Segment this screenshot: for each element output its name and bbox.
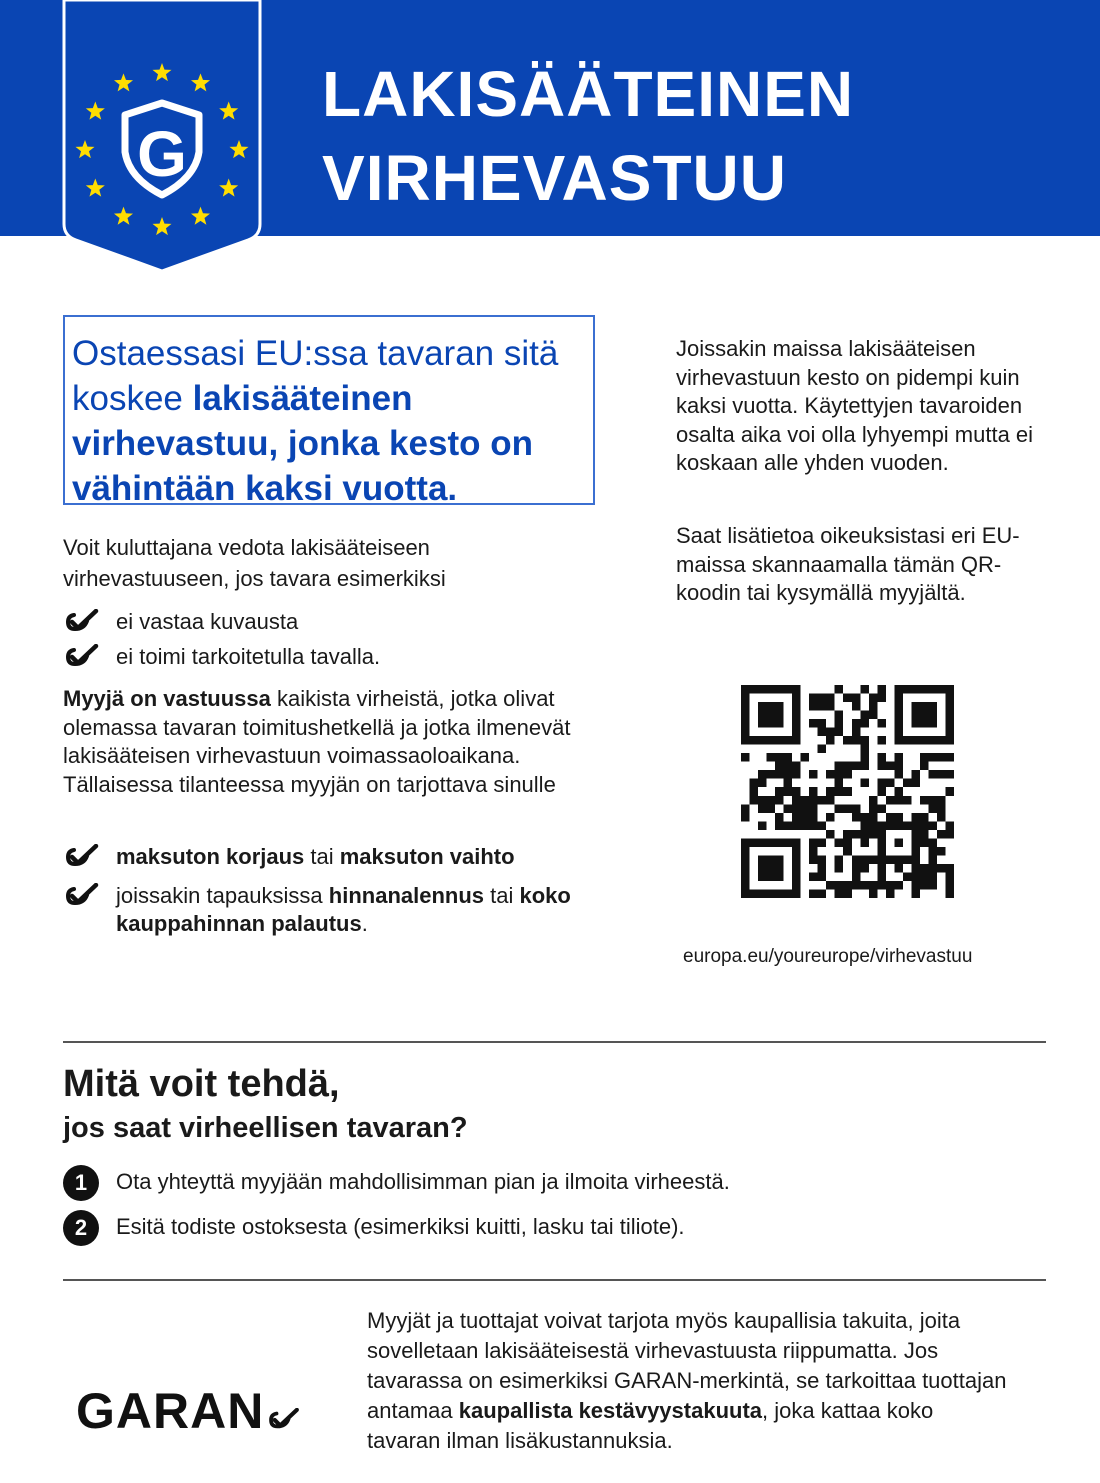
step-item — [63, 1210, 730, 1244]
garan-text-bold: kaupallista kestävyystakuuta — [458, 1398, 763, 1423]
section-divider — [63, 1279, 1046, 1281]
step-text: Esitä todiste ostoksesta (esimerkiksi kuitti, lasku tai tiliote). — [116, 1214, 685, 1239]
page-title — [322, 52, 854, 220]
remedy-bold: hinnanalennus — [328, 883, 485, 908]
seller-paragraph — [63, 685, 583, 799]
steps-list — [63, 1165, 730, 1255]
remedy-text: tai — [304, 844, 340, 869]
garan-logo — [76, 1383, 300, 1439]
conditions-list — [63, 608, 380, 678]
garan-checkmark-icon — [266, 1408, 300, 1432]
list-item — [63, 843, 593, 871]
step-item — [63, 1165, 730, 1199]
seller-rest: kaikista virheistä, jotka olivat olemassa tavaran toimitushetkellä ja jotka ilmenevät lakisääteisen virhevastuun voimassaoloaikana. Tällaisessa tilanteessa myyjän on tarjottava sinulle — [63, 686, 571, 797]
step-text: Ota yhteyttä myyjään mahdollisimman pian ja ilmoita virheestä. — [116, 1169, 730, 1194]
title-line-1: LAKISÄÄTEINEN — [322, 58, 855, 130]
title-line-2: VIRHEVASTUU — [322, 142, 787, 214]
checkmark-icon — [63, 644, 99, 670]
seller-bold: Myyjä on vastuussa — [63, 686, 271, 711]
lead-paragraph: Voit kuluttajana vedota lakisääteiseen virhevastuuseen, jos tavara esimerkiksi — [63, 535, 446, 591]
remedy-text: joissakin tapauksissa — [116, 883, 329, 908]
list-item — [63, 882, 593, 938]
qr-url-link[interactable]: europa.eu/youreurope/virhevastuu — [683, 946, 973, 967]
remedy-bold: maksuton korjaus — [116, 844, 305, 869]
remedy-text: . — [361, 911, 368, 936]
intro-callout — [63, 315, 595, 508]
checkmark-icon — [63, 609, 99, 635]
commercial-guarantee-paragraph — [367, 1306, 1007, 1456]
condition-text: ei vastaa kuvausta — [116, 609, 299, 634]
section-divider — [63, 1041, 1046, 1043]
checkmark-icon — [63, 883, 99, 909]
list-item — [63, 643, 380, 671]
list-item — [63, 608, 380, 636]
garan-text-part: Myyjät ja tuottajat voivat tarjota myös kaupallisia takuita, joita sovelletaan lakisääteisestä virhevastuusta riippumatta. Jos tavarassa on esimerkiksi GARAN-merkintä, se tarkoittaa tuottajan antamaa — [367, 1308, 1007, 1423]
remedy-bold: koko kauppahinnan palautus — [116, 883, 571, 936]
qr-info-paragraph: Saat lisätietoa oikeuksistasi eri EU-maissa skannaamalla tämän QR-koodin tai kysymällä myyjältä. — [676, 523, 1020, 605]
garan-text-part: , joka kattaa koko tavaran ilman lisäkustannuksia. — [367, 1398, 934, 1453]
remedy-bold: maksuton vaihto — [339, 844, 515, 869]
checkmark-icon — [63, 844, 99, 870]
step-number-badge: 1 — [63, 1165, 99, 1201]
svg-text:G: G — [137, 118, 187, 190]
qr-code-icon[interactable] — [741, 685, 954, 898]
section-title: Mitä voit tehdä, — [63, 1063, 340, 1105]
eu-guarantee-emblem-icon — [62, 0, 262, 272]
intro-emphasis: lakisääteinen virhevastuu, jonka kesto on vähintään kaksi vuotta. — [72, 379, 533, 508]
section-subtitle: jos saat virheellisen tavaran? — [63, 1112, 468, 1144]
intro-text: Ostaessasi EU:ssa tavaran sitä koskee — [72, 334, 559, 418]
duration-paragraph: Joissakin maissa lakisääteisen virhevastuun kesto on pidempi kuin kaksi vuotta. Käytettyjen tavaroiden osalta aika voi olla lyhyempi mutta ei koskaan alle yhden vuoden. — [676, 336, 1034, 475]
remedy-text: tai — [484, 883, 520, 908]
remedies-list — [63, 843, 593, 949]
step-number-badge: 2 — [63, 1210, 99, 1246]
section-heading — [63, 1060, 468, 1148]
condition-text: ei toimi tarkoitetulla tavalla. — [116, 644, 381, 669]
garan-logo-text: GARAN — [76, 1383, 265, 1439]
